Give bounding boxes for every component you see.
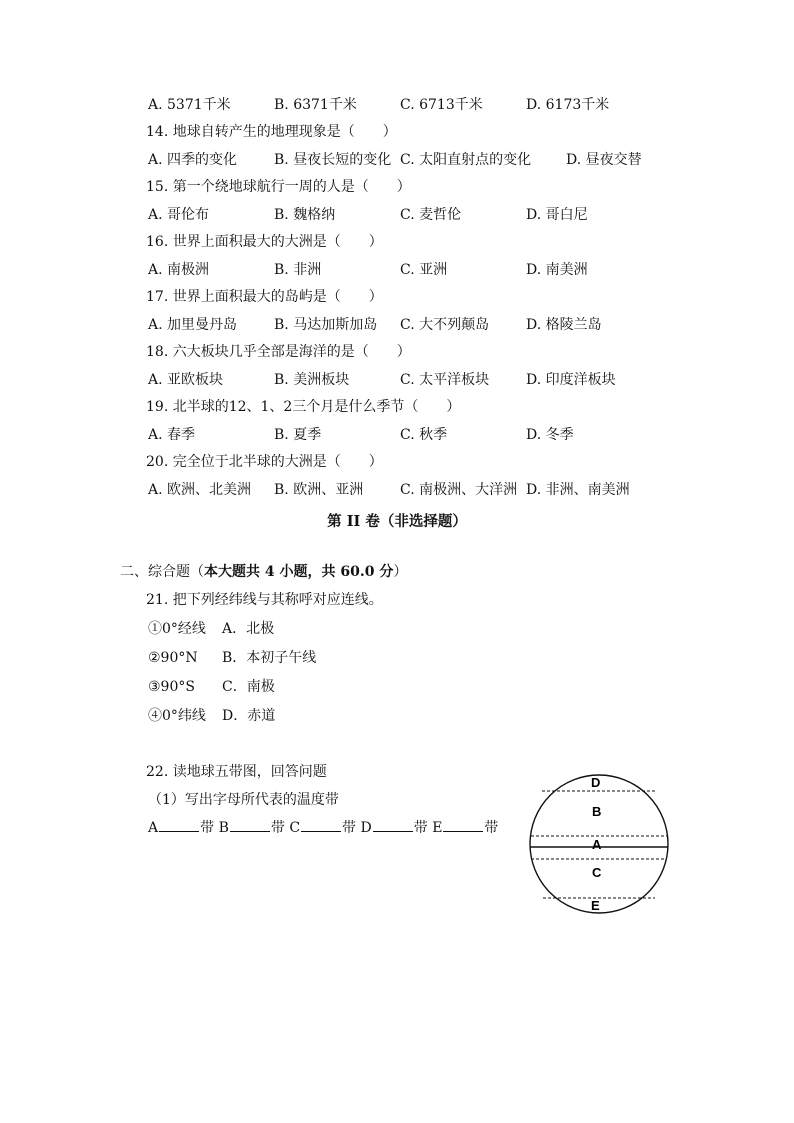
q15-option-d: D. 哥白尼 (526, 207, 588, 223)
question-18-stem: 18. 六大板块几乎全部是海洋的是（ ） (146, 344, 411, 360)
question-16-stem: 16. 世界上面积最大的大洲是（ ） (146, 234, 383, 250)
q22-answer-blanks (148, 818, 498, 837)
q16-option-a: A. 南极洲 (148, 262, 210, 278)
q21-row-3-left: ③90°S (148, 679, 195, 695)
zone-label-b: B (592, 804, 602, 819)
q21-row-4-left: ④0°纬线 (148, 708, 206, 724)
q21-row-1-right: A．北极 (222, 621, 275, 637)
section-heading-suffix: ） (393, 564, 408, 580)
blank-e-suffix: 带 (484, 820, 499, 836)
zone-label-d: D (591, 775, 601, 790)
q20-option-b: B. 欧洲、亚洲 (274, 482, 364, 498)
five-zones-diagram (525, 770, 673, 918)
question-14-stem: 14. 地球自转产生的地理现象是（ ） (146, 124, 397, 140)
q14-option-b: B. 昼夜长短的变化 (274, 152, 392, 168)
blank-b-suffix: 带 (270, 820, 285, 836)
q16-option-b: B. 非洲 (274, 262, 322, 278)
section-heading-bold: 本大题共 4 小题，共 60.0 分 (204, 564, 394, 580)
q18-option-d: D. 印度洋板块 (526, 372, 616, 388)
zone-label-c: C (592, 865, 602, 880)
blank-c-letter: C (289, 820, 301, 836)
q15-option-a: A. 哥伦布 (148, 207, 210, 223)
section-heading-prefix: 二、综合题（ (120, 564, 204, 580)
q13-option-a: A. 5371千米 (148, 97, 231, 113)
q16-option-d: D. 南美洲 (526, 262, 588, 278)
blank-d-field[interactable] (373, 818, 413, 832)
q17-option-a: A. 加里曼丹岛 (148, 317, 238, 333)
q14-option-d: D. 昼夜交替 (566, 152, 642, 168)
question-22-stem: 22. 读地球五带图，回答问题 (146, 764, 327, 780)
q18-option-a: A. 亚欧板块 (148, 372, 224, 388)
zone-label-e: E (591, 898, 600, 913)
q17-option-b: B. 马达加斯加岛 (274, 317, 378, 333)
q21-row-2-left: ②90°N (148, 650, 198, 666)
blank-a-suffix: 带 (200, 820, 215, 836)
blank-d-suffix: 带 (413, 820, 428, 836)
q19-option-b: B. 夏季 (274, 427, 322, 443)
q22-subquestion: （1）写出字母所代表的温度带 (148, 792, 339, 808)
q21-row-3-right: C．南极 (222, 679, 275, 695)
question-21-stem: 21. 把下列经纬线与其称呼对应连线。 (146, 592, 383, 608)
q18-option-c: C. 太平洋板块 (400, 372, 490, 388)
section-2-title: 第 II 卷（非选择题） (327, 513, 467, 530)
q20-option-a: A. 欧洲、北美洲 (148, 482, 252, 498)
q21-row-4-right: D．赤道 (222, 708, 276, 724)
blank-a-letter: A (148, 820, 159, 836)
q13-option-b: B. 6371千米 (274, 97, 357, 113)
blank-b-field[interactable] (230, 818, 270, 832)
q13-option-c: C. 6713千米 (400, 97, 483, 113)
q15-option-c: C. 麦哲伦 (400, 207, 462, 223)
question-19-stem: 19. 北半球的12、1、2三个月是什么季节（ ） (146, 399, 461, 415)
question-17-stem: 17. 世界上面积最大的岛屿是（ ） (146, 289, 383, 305)
q14-option-a: A. 四季的变化 (148, 152, 238, 168)
q18-option-b: B. 美洲板块 (274, 372, 350, 388)
q21-row-1-left: ①0°经线 (148, 621, 206, 637)
question-20-stem: 20. 完全位于北半球的大洲是（ ） (146, 454, 383, 470)
blank-c-suffix: 带 (342, 820, 357, 836)
zone-label-a: A (592, 837, 602, 852)
q17-option-c: C. 大不列颠岛 (400, 317, 490, 333)
q15-option-b: B. 魏格纳 (274, 207, 336, 223)
question-15-stem: 15. 第一个绕地球航行一周的人是（ ） (146, 179, 411, 195)
q13-option-d: D. 6173千米 (526, 97, 610, 113)
q19-option-c: C. 秋季 (400, 427, 448, 443)
q19-option-d: D. 冬季 (526, 427, 574, 443)
blank-d-letter: D (360, 820, 372, 836)
q20-option-c: C. 南极洲、大洋洲 (400, 482, 518, 498)
q14-option-c: C. 太阳直射点的变化 (400, 152, 532, 168)
blank-e-letter: E (432, 820, 443, 836)
blank-b-letter: B (218, 820, 229, 836)
q21-row-2-right: B．本初子午线 (222, 650, 317, 666)
blank-a-field[interactable] (159, 818, 199, 832)
q17-option-d: D. 格陵兰岛 (526, 317, 602, 333)
section-heading (120, 563, 407, 581)
blank-c-field[interactable] (301, 818, 341, 832)
blank-e-field[interactable] (443, 818, 483, 832)
q20-option-d: D. 非洲、南美洲 (526, 482, 630, 498)
q16-option-c: C. 亚洲 (400, 262, 448, 278)
q19-option-a: A. 春季 (148, 427, 196, 443)
